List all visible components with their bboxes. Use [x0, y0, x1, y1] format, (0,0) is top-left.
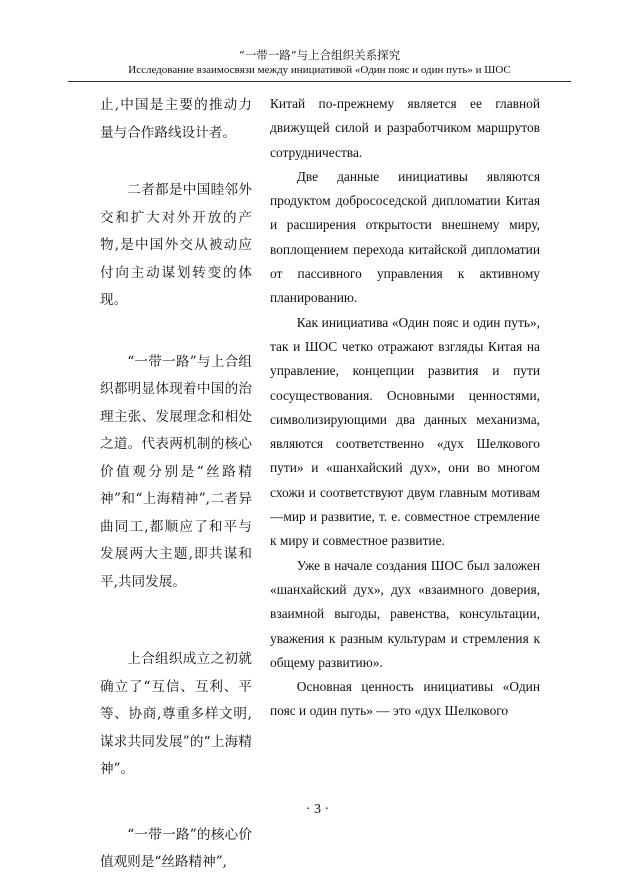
header-divider [68, 81, 571, 82]
cn-paragraph-5: “一带一路”的核心价值观则是“丝路精神”, [100, 826, 252, 870]
ru-paragraph-1: Китай по-прежнему является ее главной движущей силой и разработчиком маршрутов сотрудничества. [270, 96, 540, 160]
cn-paragraph-2: 二者都是中国睦邻外交和扩大对外开放的产物,是中国外交从被动应付向主动谋划转变的体现。 [100, 182, 252, 308]
chinese-column [100, 92, 252, 877]
header-title-chinese: “一带一路”与上合组织关系探究 [238, 48, 401, 62]
cn-paragraph-1: 止,中国是主要的推动力量与合作路线设计者。 [100, 97, 252, 141]
cn-paragraph-3: “一带一路”与上合组织都明显体现着中国的治理主张、发展理念和相处之道。代表两机制的核心价值观分别是“丝路精神”和“上海精神”,二者异曲同工,都顺应了和平与发展两大主题,即共谋和平,共同发展。 [100, 353, 252, 590]
russian-column [270, 92, 540, 724]
ru-paragraph-4: Уже в начале создания ШОС был заложен «шанхайский дух», дух «взаимного доверия, взаимной выгоды, равенства, консультации, уважения к разным культурам и стремления к общему развитию». [270, 557, 540, 670]
cn-paragraph-4: 上合组织成立之初就确立了“互信、互利、平等、协商,尊重多样文明,谋求共同发展”的“上海精神”。 [100, 651, 252, 777]
ru-paragraph-2: Две данные инициативы являются продуктом добрососедской дипломатии Китая и расширения открытости внешнему миру, воплощением перехода китайской дипломатии от пассивного управления к активному планированию. [270, 168, 540, 306]
header-title-russian: Исследование взаимосвязи между инициативой «Один пояс и один путь» и ШОС [128, 64, 511, 76]
running-header [68, 48, 571, 77]
page-number: · 3 · [305, 802, 330, 817]
ru-paragraph-3: Как инициатива «Один пояс и один путь», так и ШОС четко отражают взгляды Китая на управление, концепции развития и пути сосуществования. Основными ценностями, символизирующими два данных механизма, являются соответственно «дух Шелкового пути» и «шанхайский дух», они во многом схожи и соответствуют двум главным мотивам—мир и развитие, т. е. совместное стремление к миру и совместное развитие. [270, 314, 540, 549]
ru-paragraph-5: Основная ценность инициативы «Один пояс и один путь» — это «дух Шелкового [270, 679, 540, 719]
